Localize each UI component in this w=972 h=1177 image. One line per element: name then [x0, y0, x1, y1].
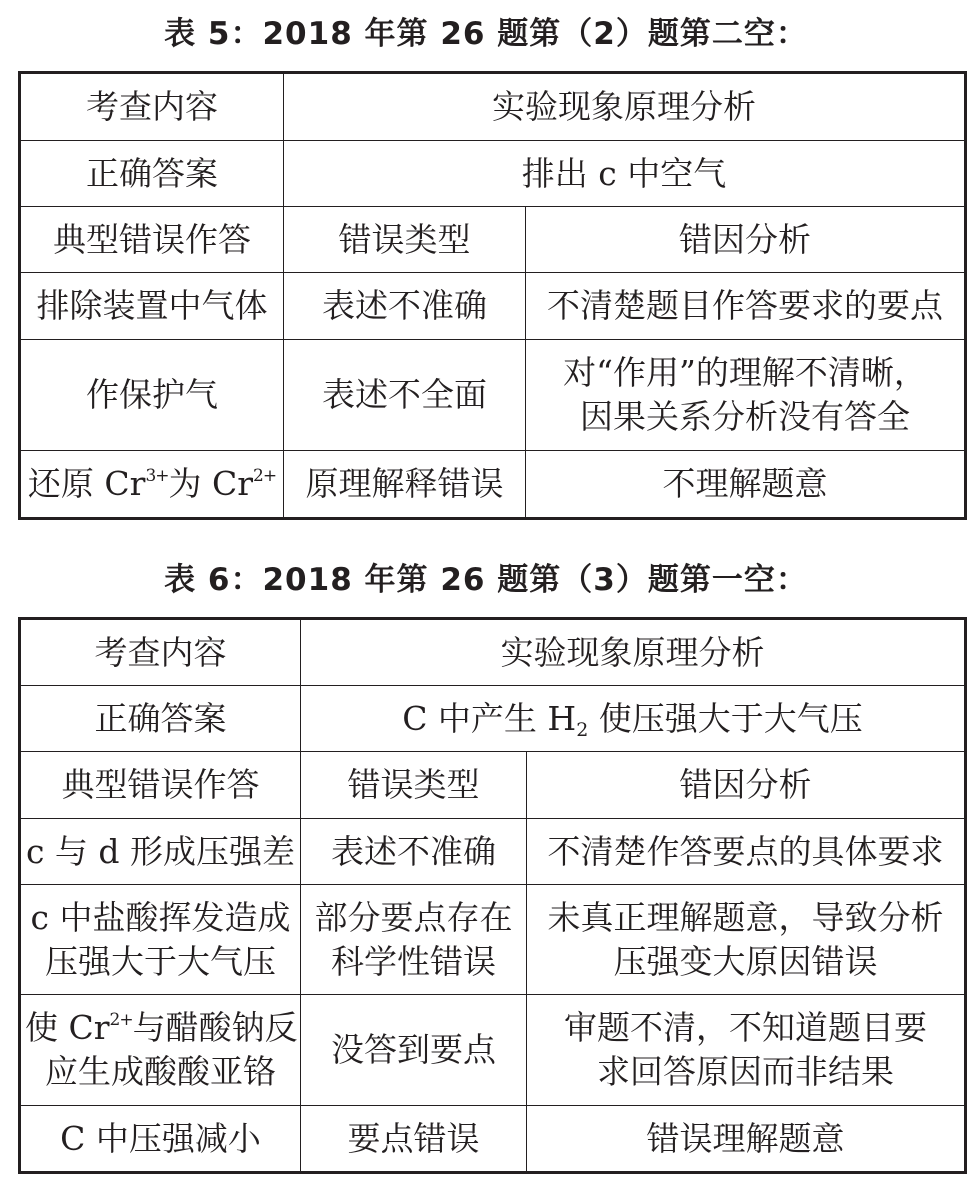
table-row	[20, 819, 966, 885]
table-row	[20, 1106, 966, 1173]
answer-text-part: 与醋酸钠反	[132, 1008, 298, 1047]
content-label-cell: 考查内容	[20, 73, 284, 141]
error-cause-cell	[527, 1106, 966, 1173]
cause-line: 压强变大原因错误	[613, 941, 878, 981]
cause-line: 求回答原因而非结果	[597, 1052, 894, 1091]
typical-answer-cell	[20, 819, 301, 885]
answer-line: c 中盐酸挥发造成	[30, 897, 291, 937]
header-error-type-cell: 错误类型	[301, 752, 527, 819]
cause-line: 未真正理解题意，导致分析	[547, 897, 944, 937]
charge-superscript: 3+	[145, 466, 169, 486]
charge-superscript: 2+	[109, 1010, 133, 1030]
content-label-cell: 考查内容	[20, 619, 301, 686]
table-row	[20, 73, 966, 141]
error-type-cell	[301, 885, 527, 995]
error-cause-cell	[527, 995, 966, 1106]
table5-caption: 表 5：2018 年第 26 题第（2）题第二空：	[164, 16, 808, 52]
cause-line: 审题不清，不知道题目要	[564, 1008, 927, 1047]
error-cause-cell	[526, 273, 966, 340]
table-row	[20, 451, 966, 519]
answer-text-part: 使 Cr	[25, 1008, 110, 1047]
table-row	[20, 885, 966, 995]
table5	[18, 71, 967, 520]
table-row	[20, 273, 966, 340]
header-cause-cell: 错因分析	[526, 207, 966, 273]
table-row	[20, 207, 966, 273]
header-typical-cell: 典型错误作答	[20, 207, 284, 273]
charge-superscript: 2+	[253, 466, 277, 486]
answer-text-part: 为 Cr	[168, 464, 254, 503]
answer-label-cell: 正确答案	[20, 141, 284, 207]
typical-answer-cell: 排除装置中气体	[20, 273, 284, 340]
error-type-cell	[301, 1106, 527, 1173]
analysis-cell: 实验现象原理分析	[284, 73, 966, 141]
answer-text-cell: 排出 c 中空气	[284, 141, 966, 207]
type-line: 部分要点存在	[314, 897, 513, 937]
table-row	[20, 995, 966, 1106]
error-type-cell	[301, 995, 527, 1106]
cause-line: 对“作用”的理解不清晰，	[563, 353, 927, 392]
table6-caption: 表 6：2018 年第 26 题第（3）题第一空：	[164, 562, 808, 598]
type-line: 要点错误	[347, 1118, 480, 1158]
typical-answer-cell: 作保护气	[20, 340, 284, 451]
table-row	[20, 686, 966, 752]
error-cause-cell	[527, 819, 966, 885]
typical-answer-cell	[20, 995, 301, 1106]
answer-text-part: 还原 Cr	[27, 464, 146, 503]
error-cause-cell	[526, 451, 966, 519]
type-line: 没答到要点	[331, 1030, 496, 1069]
header-error-type-cell: 错误类型	[284, 207, 526, 273]
answer-line: c 与 d 形成压强差	[25, 831, 296, 871]
type-line: 科学性错误	[331, 941, 496, 981]
header-cause-cell: 错因分析	[527, 752, 966, 819]
cause-line: 因果关系分析没有答全	[580, 397, 910, 436]
table-row	[20, 141, 966, 207]
answer-text-cell	[301, 686, 966, 752]
formula-subscript: 2	[576, 718, 589, 741]
table-row	[20, 752, 966, 819]
typical-answer-cell	[20, 1106, 301, 1173]
error-type-cell: 原理解释错误	[284, 451, 526, 519]
answer-label-cell: 正确答案	[20, 686, 301, 752]
cause-line: 不清楚作答要点的具体要求	[547, 831, 944, 871]
typical-answer-cell	[20, 885, 301, 995]
answer-text-part: 使压强大于大气压	[588, 698, 863, 738]
error-type-cell: 表述不全面	[284, 340, 526, 451]
error-cause-cell	[526, 340, 966, 451]
cause-line: 不理解题意	[662, 464, 828, 503]
answer-line: C 中压强减小	[60, 1118, 261, 1158]
answer-line: 应生成酸酸亚铬	[45, 1052, 276, 1091]
cause-line: 错误理解题意	[646, 1118, 845, 1158]
error-type-cell: 表述不准确	[284, 273, 526, 340]
cause-line: 不清楚题目作答要求的要点	[547, 286, 943, 325]
table6	[18, 617, 967, 1174]
answer-line: 压强大于大气压	[45, 941, 276, 981]
answer-text-part: C 中产生 H	[402, 698, 577, 738]
typical-answer-cell	[20, 451, 284, 519]
analysis-cell: 实验现象原理分析	[301, 619, 966, 686]
table-row	[20, 340, 966, 451]
error-cause-cell	[527, 885, 966, 995]
error-type-cell	[301, 819, 527, 885]
header-typical-cell: 典型错误作答	[20, 752, 301, 819]
type-line: 表述不准确	[331, 831, 496, 871]
table-row	[20, 619, 966, 686]
answer-line	[25, 1006, 296, 1050]
